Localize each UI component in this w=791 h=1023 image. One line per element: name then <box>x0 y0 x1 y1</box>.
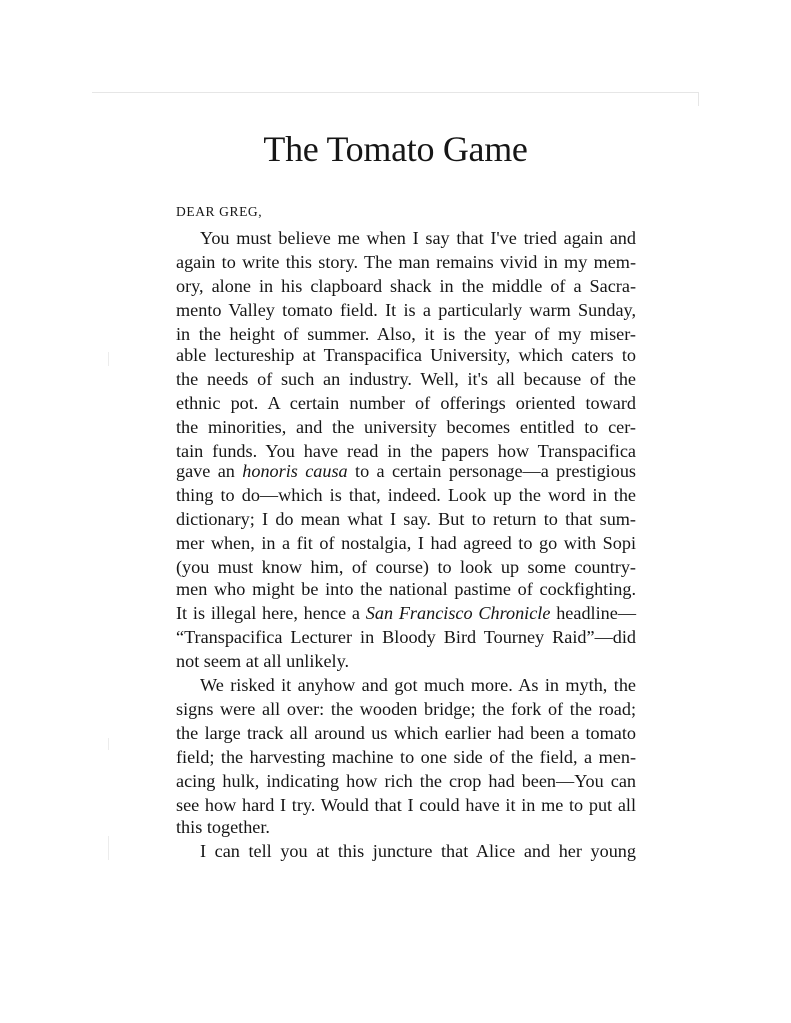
emphasis-honoris-causa: honoris causa <box>242 461 348 481</box>
text-line: It is illegal here, hence a San Francisco Chronicle headline— <box>176 603 637 623</box>
text-line: the large track all around us which earlier had been a tomato <box>176 723 636 743</box>
text-line: in the height of summer. Also, it is the year of my miser- <box>176 324 636 344</box>
text-line: signs were all over: the wooden bridge; the fork of the road; <box>176 699 636 719</box>
text-line: “Transpacifica Lecturer in Bloody Bird Tourney Raid”—did <box>176 627 636 647</box>
text-line: tain funds. You have read in the papers how Transpacifica <box>176 441 636 461</box>
text-line: not seem at all unlikely. <box>176 651 350 671</box>
text-line: dictionary; I do mean what I say. But to return to that sum- <box>176 509 636 529</box>
text-line: again to write this story. The man remains vivid in my mem- <box>176 252 636 272</box>
text-line: acing hulk, indicating how rich the crop had been—You can <box>176 771 636 791</box>
text-line: mer when, in a fit of nostalgia, I had agreed to go with Sopi <box>176 533 636 553</box>
letter-salutation: DEAR GREG, <box>176 204 263 219</box>
text-line: gave an honoris causa to a certain personage—a prestigious <box>176 461 637 481</box>
text-line: I can tell you at this juncture that Alice and her young <box>200 841 636 861</box>
text-line: the needs of such an industry. Well, it's all because of the <box>176 369 636 389</box>
gutter-mark <box>108 836 109 860</box>
text-line: able lectureship at Transpacifica University, which caters to <box>176 345 636 365</box>
text-line: mento Valley tomato field. It is a particularly warm Sunday, <box>176 300 636 320</box>
text-line: see how hard I try. Would that I could have it in me to put all <box>176 795 636 815</box>
text-line: ory, alone in his clapboard shack in the middle of a Sacra- <box>176 276 636 296</box>
emphasis-newspaper: San Francisco Chronicle <box>365 603 551 623</box>
text-line: men who might be into the national pastime of cockfighting. <box>176 579 636 599</box>
text-line: (you must know him, of course) to look up some country- <box>176 557 636 577</box>
page-right-edge <box>698 92 699 106</box>
gutter-mark <box>108 738 109 750</box>
text-line: this together. <box>176 817 270 837</box>
text-line: field; the harvesting machine to one side of the field, a men- <box>176 747 636 767</box>
text-line: the minorities, and the university becomes entitled to cer- <box>176 417 636 437</box>
text-line: We risked it anyhow and got much more. As in myth, the <box>200 675 636 695</box>
text-line: thing to do—which is that, indeed. Look up the word in the <box>176 485 636 505</box>
text-line: You must believe me when I say that I've tried again and <box>200 228 636 248</box>
gutter-mark <box>108 352 109 366</box>
page-top-edge <box>92 92 699 93</box>
chapter-title: The Tomato Game <box>263 129 528 169</box>
text-line: ethnic pot. A certain number of offerings oriented toward <box>176 393 636 413</box>
